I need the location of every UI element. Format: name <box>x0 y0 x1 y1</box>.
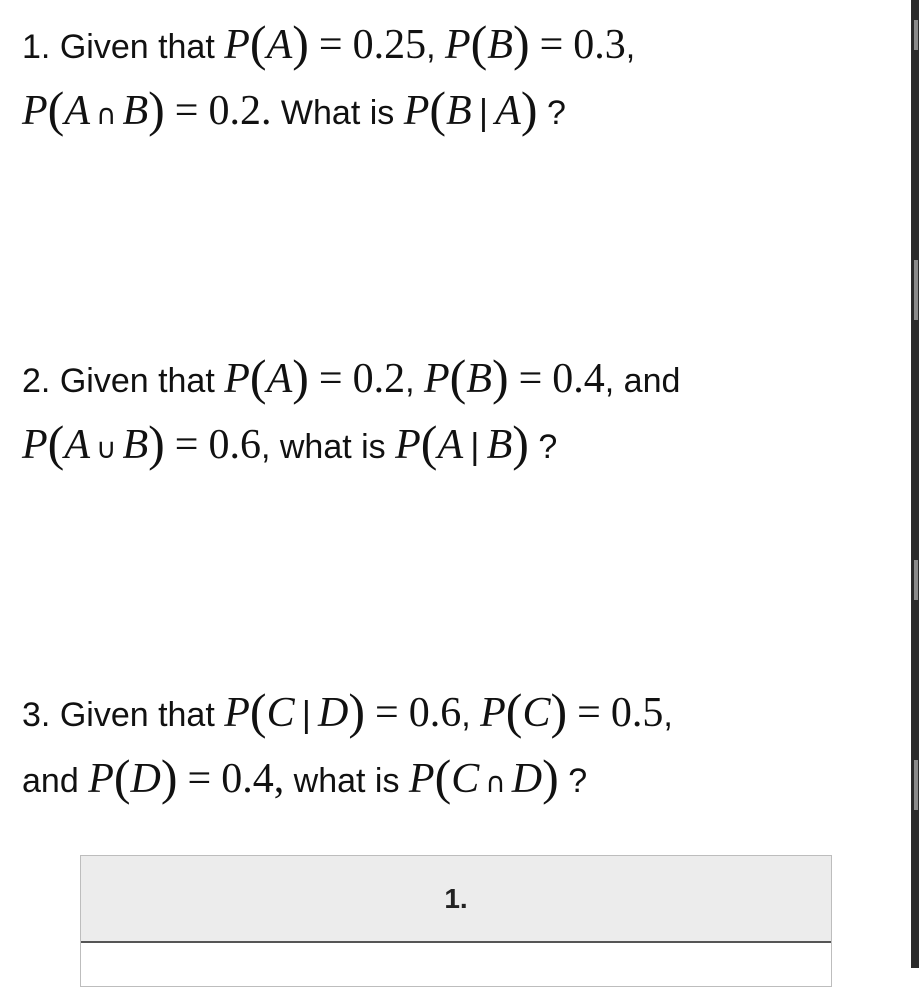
question-1-number: 1. <box>22 28 51 66</box>
question-1-line-2: P(A ∩ B) = 0.2. What is P(B | A) ? <box>22 81 566 137</box>
question-3-intro: Given that <box>59 696 215 734</box>
edge-mark <box>914 20 918 50</box>
question-3-target: P(C ∩ D) <box>408 749 559 805</box>
question-3-given-conditional: P(C | D) = 0.6 <box>224 683 462 739</box>
question-3-given-d: P(D) = 0.4, <box>88 749 285 805</box>
question-2-number: 2. <box>22 362 51 400</box>
question-3-line-2: and P(D) = 0.4, what is P(C ∩ D) ? <box>22 749 588 805</box>
edge-mark <box>914 560 918 600</box>
question-3-lead: and <box>22 762 79 800</box>
edge-mark <box>914 260 918 320</box>
question-2 <box>22 342 902 474</box>
question-1-given-intersection: P(A ∩ B) = 0.2. <box>22 81 272 137</box>
question-3 <box>22 676 902 808</box>
question-2-line-2: P(A ∪ B) = 0.6, what is P(A | B) ? <box>22 415 558 471</box>
question-2-target: P(A | B) <box>395 415 529 471</box>
question-2-line-1: 2. Given that P(A) = 0.2, P(B) = 0.4, and <box>22 349 681 405</box>
question-1-target: P(B | A) <box>403 81 538 137</box>
question-2-given-a: P(A) = 0.2 <box>224 349 406 405</box>
answer-table <box>80 855 832 987</box>
question-2-given-union: P(A ∪ B) = 0.6 <box>22 415 261 471</box>
question-2-intro: Given that <box>59 362 215 400</box>
window-edge <box>911 0 919 968</box>
answer-header-1: 1. <box>81 856 831 943</box>
question-1-given-b: P(B) = 0.3 <box>444 15 626 71</box>
question-1-line-1: 1. Given that P(A) = 0.25, P(B) = 0.3, <box>22 15 636 71</box>
question-1-intro: Given that <box>59 28 215 66</box>
question-1-given-a: P(A) = 0.25 <box>224 15 427 71</box>
edge-mark <box>914 760 918 810</box>
question-3-number: 3. <box>22 696 51 734</box>
question-3-ask: what is <box>293 762 400 800</box>
question-3-line-1: 3. Given that P(C | D) = 0.6, P(C) = 0.5, <box>22 683 673 739</box>
question-1-ask: What is <box>280 94 395 132</box>
question-2-given-b: P(B) = 0.4 <box>423 349 605 405</box>
question-3-given-c: P(C) = 0.5 <box>480 683 664 739</box>
question-1 <box>22 8 902 140</box>
question-2-ask: , what is <box>260 428 386 466</box>
